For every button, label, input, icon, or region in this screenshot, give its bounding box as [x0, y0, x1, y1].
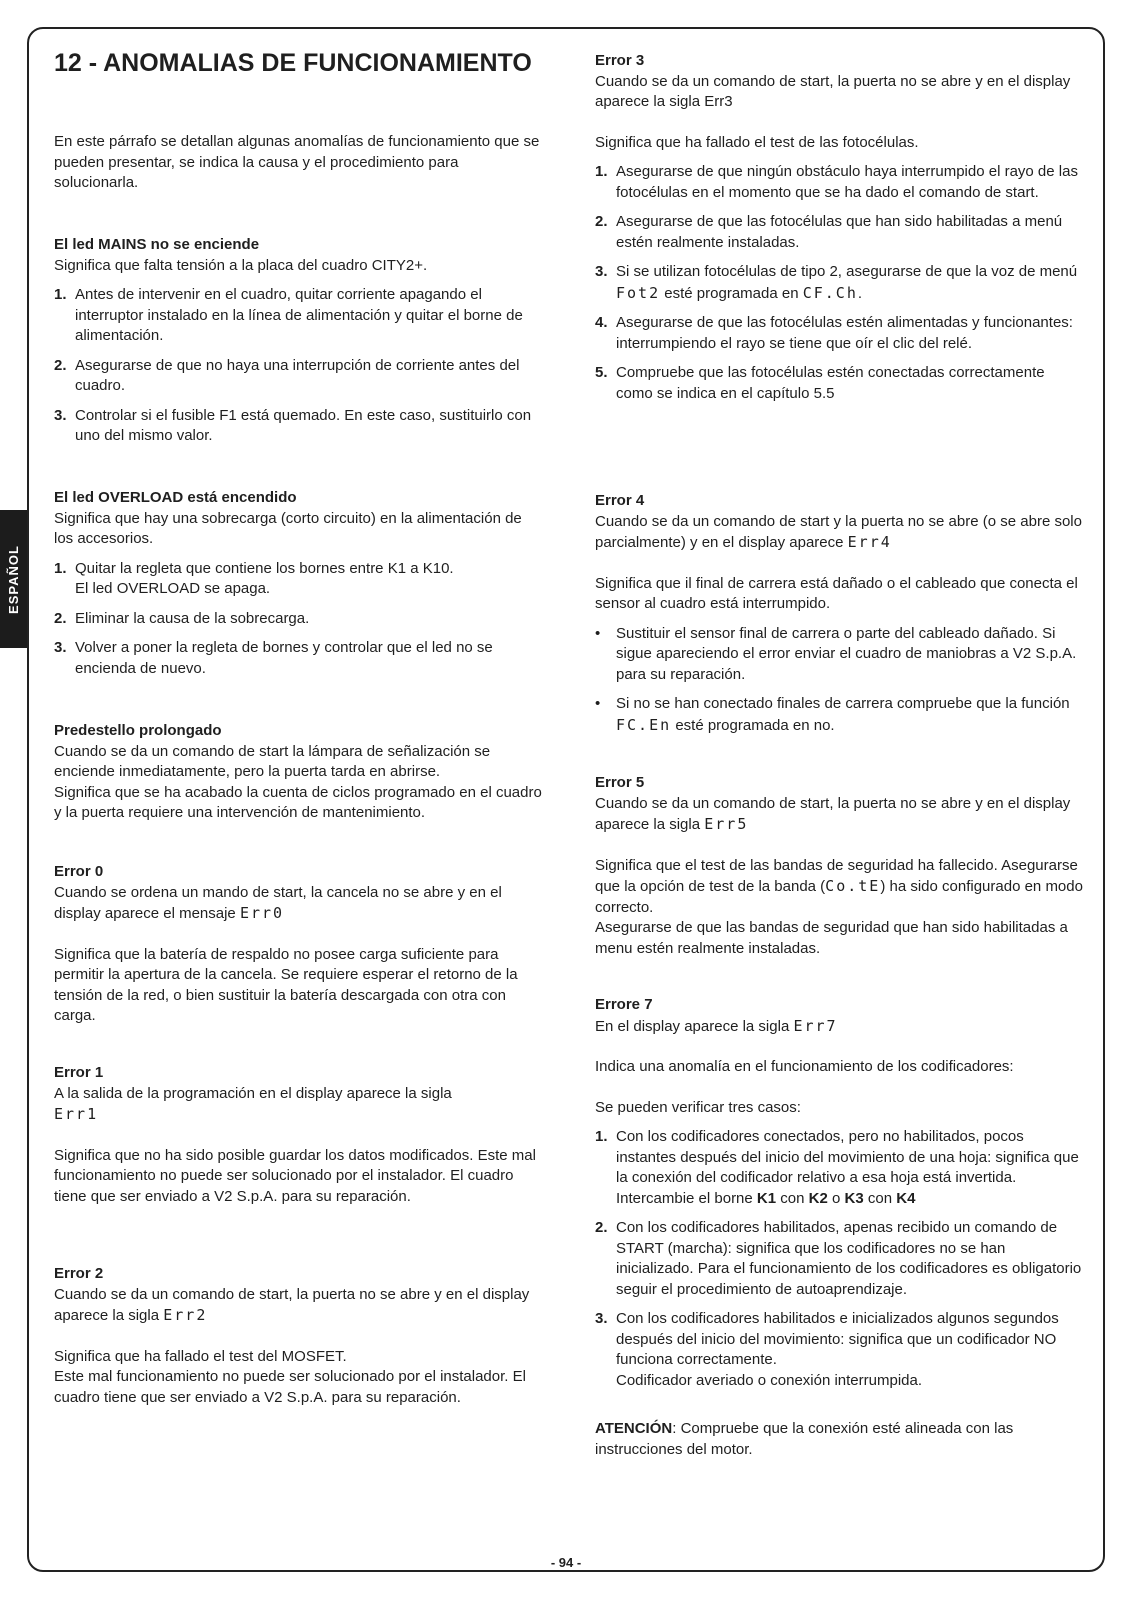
- mains-text: Significa que falta tensión a la placa del cuadro CITY2+.: [54, 256, 428, 274]
- error2-heading: Error 2: [54, 1265, 104, 1282]
- list-item: 1. Con los codificadores conectados, pero no habilitados, pocos instantes después del inicio del movimiento de una hoja: significa que la conexión del codificador relativo a esa hoja está invertida. Intercambie el borne K1 con K2 o K3 con K4: [595, 1128, 1079, 1207]
- list-item: 1. Asegurarse de que ningún obstáculo haya interrumpido el rayo de las fotocélulas en el momento que se ha dado el comando de start.: [595, 163, 1078, 201]
- display-code: Err5: [704, 815, 749, 833]
- list-item: 2. Asegurarse de que las fotocélulas que han sido habilitadas a menú estén realmente instaladas.: [595, 213, 1063, 251]
- page-number: - 94 -: [550, 1555, 582, 1570]
- display-code: Err1: [54, 1105, 99, 1123]
- list-item: 5. Compruebe que las fotocélulas estén conectadas correctamente como se indica en el capítulo 5.5: [595, 364, 1045, 402]
- list-item: 2. Eliminar la causa de la sobrecarga.: [54, 609, 310, 627]
- display-code: Fot2: [616, 283, 661, 302]
- overload-heading: El led OVERLOAD está encendido: [54, 489, 297, 506]
- list-item: 3. Si se utilizan fotocélulas de tipo 2, asegurarse de que la voz de menú Fot2 esté programada en CF.Ch.: [595, 263, 1078, 302]
- section-title: [54, 48, 544, 78]
- display-code: FC.En: [616, 715, 672, 734]
- error7-text-2: Se pueden verificar tres casos:: [595, 1098, 801, 1116]
- display-code: Err0: [239, 904, 285, 922]
- display-code: Err7: [793, 1016, 838, 1035]
- section-overload: [54, 488, 544, 688]
- error3-text-2: Significa que ha fallado el test de las fotocélulas.: [595, 133, 919, 151]
- error4-text: Significa que il final de carrera está dañado o el cableado que conecta el sensor al cuadro está interrumpido.: [595, 574, 1078, 612]
- display-code: Err4: [847, 533, 892, 551]
- mains-heading: El led MAINS no se enciende: [54, 236, 260, 253]
- error4-heading: Error 4: [595, 492, 645, 509]
- error1-text: A la salida de la programación en el display aparece la sigla: [54, 1084, 452, 1102]
- list-item: 2. Con los codificadores habilitados, apenas recibido un comando de START (marcha): significa que los codificadores no se han inicializado. Para el funcionamiento de los codificadores es obligatorio seguir el procedimiento de autoaprendizaje.: [595, 1219, 1082, 1298]
- list-item: 3. Volver a poner la regleta de bornes y controlar que el led no se encienda de nuevo.: [54, 639, 493, 677]
- error2-text-2: Este mal funcionamiento no puede ser solucionado por el instalador. El cuadro tiene que ser enviado a V2 S.p.A. para su reparación.: [54, 1368, 526, 1406]
- error7-text: Indica una anomalía en el funcionamiento de los codificadores:: [595, 1058, 1014, 1075]
- language-tab: [0, 510, 27, 648]
- list-item: 2. Asegurarse de que no haya una interrupción de corriente antes del cuadro.: [54, 356, 520, 394]
- list-item: • Sustituir el sensor final de carrera o parte del cableado dañado. Si sigue apareciendo el error enviar el cuadro de maniobras a V2 S.p.A. para su reparación.: [595, 624, 1077, 683]
- error7-heading: Errore 7: [595, 996, 653, 1013]
- error5-text-3: Asegurarse de que las bandas de seguridad que han sido habilitadas a menu estén realmente instaladas.: [595, 919, 1068, 957]
- display-code: CF.Ch: [802, 283, 858, 302]
- section-error0: Error 0 Cuando se ordena un mando de start, la cancela no se abre y en el display aparece el mensaje Err0 Significa que la batería de respaldo no posee carga suficiente para permitir la apertura de la cancela. Se requiere esperar el retorno de la tensión de la red, o bien sustituir la batería descargada con otra con carga.: [54, 862, 544, 1027]
- error0-text: Significa que la batería de respaldo no posee carga suficiente para permitir la apertura de la cancela. Se requiere esperar el retorno de la tensión de la red, o bien sustituir la batería descargada con otra con carga.: [54, 945, 518, 1024]
- atencion-label: ATENCIÓN: [595, 1420, 673, 1437]
- page-title: 12 - ANOMALIAS DE FUNCIONAMIENTO: [54, 49, 532, 77]
- display-code: Co.tE: [825, 877, 881, 895]
- predestello-text: Cuando se da un comando de start la lámpara de señalización se enciende inmediatamente, pero la puerta tarda en abrirse.: [54, 742, 491, 780]
- error3-heading: Error 3: [595, 52, 645, 69]
- error3-text: Cuando se da un comando de start, la puerta no se abre y en el display aparece la sigla Err3: [595, 72, 1071, 110]
- overload-text: Significa que hay una sobrecarga (corto circuito) en la alimentación de los accesorios.: [54, 509, 522, 547]
- section-error2: Error 2 Cuando se da un comando de start, la puerta no se abre y en el display aparece la sigla Err2 Significa que ha fallado el test del MOSFET. Este mal funcionamiento no puede ser solucionado por el instalador. El cuadro tiene que ser enviado a V2 S.p.A. para su reparación.: [54, 1264, 544, 1408]
- predestello-heading: Predestello prolongado: [54, 722, 222, 739]
- error1-heading: Error 1: [54, 1064, 104, 1081]
- language-tab-label: ESPAÑOL: [6, 544, 22, 614]
- list-item: 3. Con los codificadores habilitados e inicializados algunos segundos después del inicio del movimiento: significa que un codificador NO funciona correctamente. Codificador averiado o conexión interrumpida.: [595, 1310, 1059, 1389]
- section-error1: [54, 1063, 544, 1207]
- list-item: 1. Quitar la regleta que contiene los bornes entre K1 a K10. El led OVERLOAD se apaga.: [54, 559, 454, 597]
- section-error4: Error 4 Cuando se da un comando de start y la puerta no se abre (o se abre solo parcialmente) y en el display aparece Err4 Significa que il final de carrera está dañado o el cableado que conecta el sensor al cuadro está interrumpido. • Sustituir el sensor final de carrera o parte del cableado dañado. Si sigue apareciendo el error enviar el cuadro de maniobras a V2 S.p.A. para su reparación. • Si no se han conectado finales de carrera compruebe que la función FC.En esté programada en no.: [595, 491, 1085, 745]
- list-item: 1. Antes de intervenir en el cuadro, quitar corriente apagando el interruptor instalado en la línea de alimentación y quitar el borne de alimentación.: [54, 286, 523, 344]
- intro-text: En este párrafo se detallan algunas anomalías de funcionamiento que se pueden presentar, se indica la causa y el procedimiento para solucionarla.: [54, 133, 540, 191]
- error2-text: Significa que ha fallado el test del MOSFET.: [54, 1347, 347, 1365]
- section-mains: [54, 235, 544, 456]
- error1-text-2: Significa que no ha sido posible guardar los datos modificados. Este mal funcionamiento no puede ser solucionado por el instalador. El cuadro tiene que ser enviado a V2 S.p.A. para su reparación.: [54, 1146, 536, 1205]
- section-atencion: ATENCIÓN: Compruebe que la conexión esté alineada con las instrucciones del motor.: [595, 1420, 1014, 1458]
- section-error3: [595, 51, 1085, 413]
- section-error5: Error 5 Cuando se da un comando de start, la puerta no se abre y en el display aparece la sigla Err5 Significa que el test de las bandas de seguridad ha fallecido. Asegurarse que la opción de test de la banda (Co.tE) ha sido configurado en modo correcto. Asegurarse de que las bandas de seguridad que han sido habilitadas a menu estén realmente instaladas.: [595, 773, 1085, 959]
- list-item: • Si no se han conectado finales de carrera compruebe que la función FC.En esté programada en no.: [595, 695, 1070, 734]
- predestello-text-2: Significa que se ha acabado la cuenta de ciclos programado en el cuadro y la puerta requiere una intervención de mantenimiento.: [54, 783, 542, 821]
- display-code: Err2: [163, 1306, 208, 1324]
- list-item: 4. Asegurarse de que las fotocélulas estén alimentadas y funcionantes: interrumpiendo el rayo se tiene que oír el clic del relé.: [595, 314, 1073, 352]
- error0-heading: Error 0: [54, 863, 104, 880]
- list-item: 3. Controlar si el fusible F1 está quemado. En este caso, sustituirlo con uno del mismo valor.: [54, 406, 532, 444]
- section-predestello: [54, 721, 544, 824]
- error5-heading: Error 5: [595, 774, 645, 791]
- section-error7: Errore 7 En el display aparece la sigla Err7 Indica una anomalía en el funcionamiento de los codificadores: Se pueden verificar tres casos: 1. Con los codificadores conectados, pero no habilitados, pocos instantes después del inicio del movimiento de una hoja: significa que la conexión del codificador relativo a esa hoja está invertida. Intercambie el borne K1 con K2 o K3 con K4 2. Con los codificadores habilitados, apenas recibido un comando de START (marcha): significa que los codificadores no se han inicializado. Para el funcionamiento de los codificadores es obligatorio seguir el procedimiento de autoaprendizaje. 3. Con los codificadores habilitados e inicializados algunos segundos después del inicio del movimiento: significa que un codificador NO funciona correctamente. Codificador averiado o conexión interrumpida.: [595, 995, 1085, 1400]
